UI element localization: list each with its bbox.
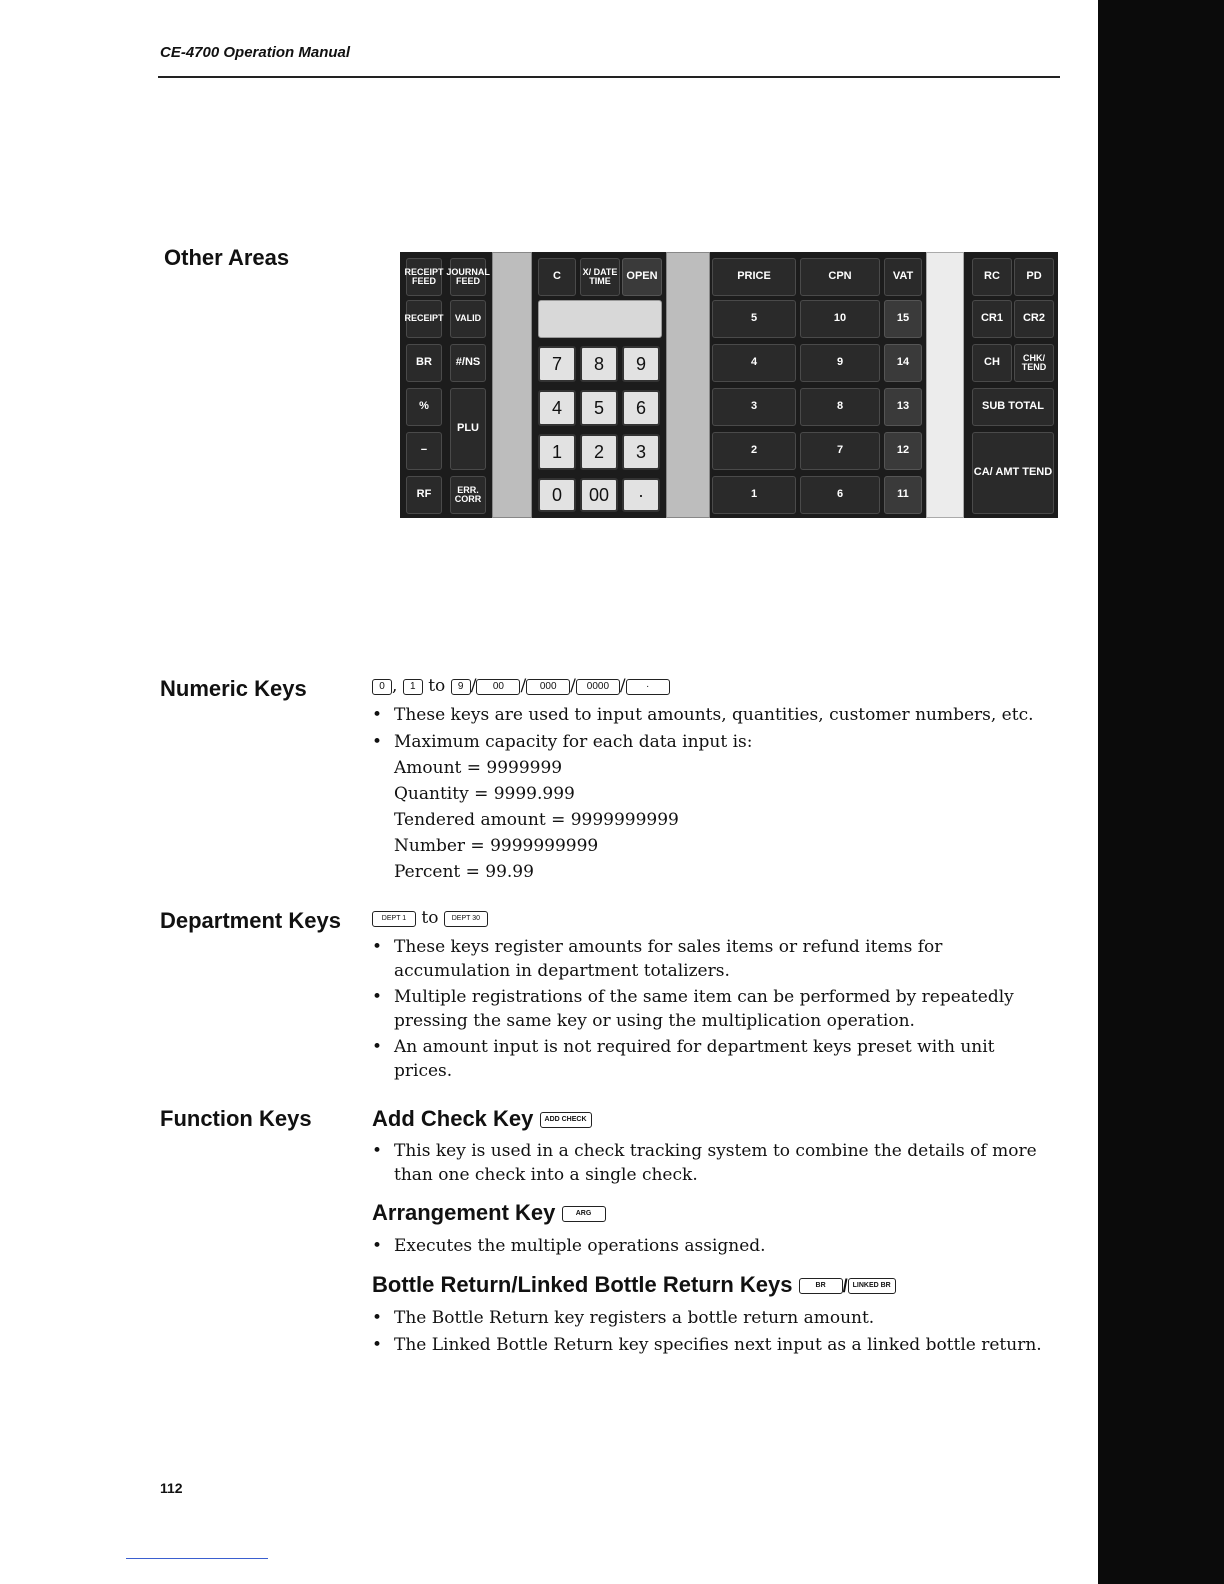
separator: ,	[392, 676, 398, 696]
numeric-keys-heading: Numeric Keys	[160, 676, 307, 701]
bottle-return-heading	[372, 1272, 896, 1298]
bullet-text: Maximum capacity for each data input is:	[394, 732, 753, 752]
kb-key-journal-feed: JOURNAL FEED	[450, 258, 486, 296]
kb-key-cr2: CR2	[1014, 300, 1054, 338]
arrangement-key-icon: ARG	[562, 1206, 606, 1222]
bullet-icon: •	[372, 1037, 383, 1057]
kb-dept-11: 11	[884, 476, 922, 514]
kb-dept-3: 3	[712, 388, 796, 426]
kb-dept-4: 4	[712, 344, 796, 382]
bullet-icon: •	[372, 1335, 383, 1355]
department-keys-heading: Department Keys	[160, 908, 341, 933]
kb-num-7: 7	[538, 346, 576, 382]
kb-key-c: C	[538, 258, 576, 296]
kb-key-ch: CH	[972, 344, 1012, 382]
kb-key-receipt-feed: RECEIPT FEED	[406, 258, 442, 296]
kb-key-cpn: CPN	[800, 258, 880, 296]
linked-br-key-icon: LINKED BR	[848, 1278, 896, 1294]
bullet-text: An amount input is not required for department keys preset with unit prices.	[394, 1037, 995, 1081]
kb-num-3: 3	[622, 434, 660, 470]
capacity-number: Number = 9999999999	[394, 836, 599, 856]
kb-dept-7: 7	[800, 432, 880, 470]
kb-key-rf: RF	[406, 476, 442, 514]
dept-30-key-icon: DEPT 30	[444, 911, 488, 927]
kb-num-0: 0	[538, 478, 576, 512]
kb-key-vat: VAT	[884, 258, 922, 296]
kb-key-x-date-time: X/ DATE TIME	[580, 258, 620, 296]
kb-key-blank	[538, 300, 662, 338]
kb-dept-1: 1	[712, 476, 796, 514]
key-dot-icon: ·	[626, 679, 670, 695]
kb-key-receipt: RECEIPT	[406, 300, 442, 338]
kb-key-rc: RC	[972, 258, 1012, 296]
kb-num-4: 4	[538, 390, 576, 426]
kb-num-00: 00	[580, 478, 618, 512]
to-text: to	[428, 676, 446, 696]
kb-dept-8: 8	[800, 388, 880, 426]
kb-key-cr1: CR1	[972, 300, 1012, 338]
kb-key-subtotal: SUB TOTAL	[972, 388, 1054, 426]
kb-num-5: 5	[580, 390, 618, 426]
add-check-title: Add Check Key	[372, 1106, 534, 1131]
bottle-return-title: Bottle Return/Linked Bottle Return Keys	[372, 1272, 793, 1297]
kb-num-1: 1	[538, 434, 576, 470]
kb-key-ns: #/NS	[450, 344, 486, 382]
kb-column-bg	[666, 252, 710, 518]
numeric-keys-line	[372, 674, 670, 698]
footer-line	[126, 1558, 268, 1559]
capacity-percent: Percent = 99.99	[394, 862, 534, 882]
header-rule	[158, 76, 1060, 78]
bullet-icon: •	[372, 705, 383, 725]
key-1-icon: 1	[403, 679, 423, 695]
keyboard-image	[400, 252, 1058, 518]
capacity-quantity: Quantity = 9999.999	[394, 784, 575, 804]
kb-column-bg	[926, 252, 964, 518]
page-edge-shadow	[1098, 0, 1224, 1584]
add-check-key-icon: ADD CHECK	[540, 1112, 592, 1128]
slash: /	[619, 676, 626, 696]
kb-dept-13: 13	[884, 388, 922, 426]
slash: /	[520, 676, 527, 696]
bullet-icon: •	[372, 987, 383, 1007]
br-key-icon: BR	[799, 1278, 843, 1294]
kb-key-percent: %	[406, 388, 442, 426]
bullet-icon: •	[372, 732, 383, 752]
slash: /	[570, 676, 576, 696]
bullet-text: These keys are used to input amounts, quantities, customer numbers, etc.	[394, 705, 1034, 725]
to-text: to	[421, 908, 439, 928]
arrangement-heading	[372, 1200, 606, 1226]
capacity-amount: Amount = 9999999	[394, 758, 563, 778]
capacity-tendered: Tendered amount = 9999999999	[394, 810, 679, 830]
kb-num-dot: ·	[622, 478, 660, 512]
key-0000-icon: 0000	[576, 679, 620, 695]
bullet-text: The Linked Bottle Return key specifies next input as a linked bottle return.	[394, 1335, 1042, 1355]
kb-key-err-corr: ERR. CORR	[450, 476, 486, 514]
kb-num-6: 6	[622, 390, 660, 426]
kb-key-price: PRICE	[712, 258, 796, 296]
kb-dept-14: 14	[884, 344, 922, 382]
bullet-text: The Bottle Return key registers a bottle return amount.	[394, 1308, 875, 1328]
arrangement-title: Arrangement Key	[372, 1200, 556, 1225]
kb-key-minus: −	[406, 432, 442, 470]
kb-dept-5: 5	[712, 300, 796, 338]
kb-dept-9: 9	[800, 344, 880, 382]
kb-num-8: 8	[580, 346, 618, 382]
kb-dept-12: 12	[884, 432, 922, 470]
bullet-text: Executes the multiple operations assigned.	[394, 1236, 766, 1256]
kb-key-chk-tend: CHK/ TEND	[1014, 344, 1054, 382]
dept-1-key-icon: DEPT 1	[372, 911, 416, 927]
bullet-icon: •	[372, 1141, 383, 1161]
key-0-icon: 0	[372, 679, 392, 695]
other-areas-heading: Other Areas	[164, 245, 290, 270]
kb-key-open: OPEN	[622, 258, 662, 296]
key-000-icon: 000	[526, 679, 570, 695]
slash: /	[470, 676, 477, 696]
kb-num-9: 9	[622, 346, 660, 382]
kb-column-bg	[492, 252, 532, 518]
slash: /	[842, 1276, 848, 1296]
key-9-icon: 9	[451, 679, 471, 695]
kb-dept-15: 15	[884, 300, 922, 338]
bullet-icon: •	[372, 1236, 383, 1256]
kb-key-ca-amt-tend: CA/ AMT TEND	[972, 432, 1054, 514]
kb-dept-10: 10	[800, 300, 880, 338]
kb-dept-6: 6	[800, 476, 880, 514]
bullet-text: This key is used in a check tracking system to combine the details of more than one check into a single check.	[394, 1141, 1037, 1185]
kb-key-pd: PD	[1014, 258, 1054, 296]
function-keys-heading: Function Keys	[160, 1106, 312, 1131]
bullet-text: Multiple registrations of the same item can be performed by repeatedly pressing the same key or using the multiplication operation.	[394, 987, 1014, 1031]
kb-key-plu: PLU	[450, 388, 486, 470]
kb-num-2: 2	[580, 434, 618, 470]
key-00-icon: 00	[476, 679, 520, 695]
page-header: CE-4700 Operation Manual	[160, 44, 351, 61]
kb-key-valid: VALID	[450, 300, 486, 338]
kb-dept-2: 2	[712, 432, 796, 470]
bullet-text: These keys register amounts for sales items or refund items for accumulation in department totalizers.	[394, 937, 943, 981]
bullet-icon: •	[372, 937, 383, 957]
page-number: 112	[160, 1480, 183, 1496]
department-keys-line	[372, 906, 488, 930]
add-check-heading	[372, 1106, 592, 1132]
bullet-icon: •	[372, 1308, 383, 1328]
kb-key-br: BR	[406, 344, 442, 382]
